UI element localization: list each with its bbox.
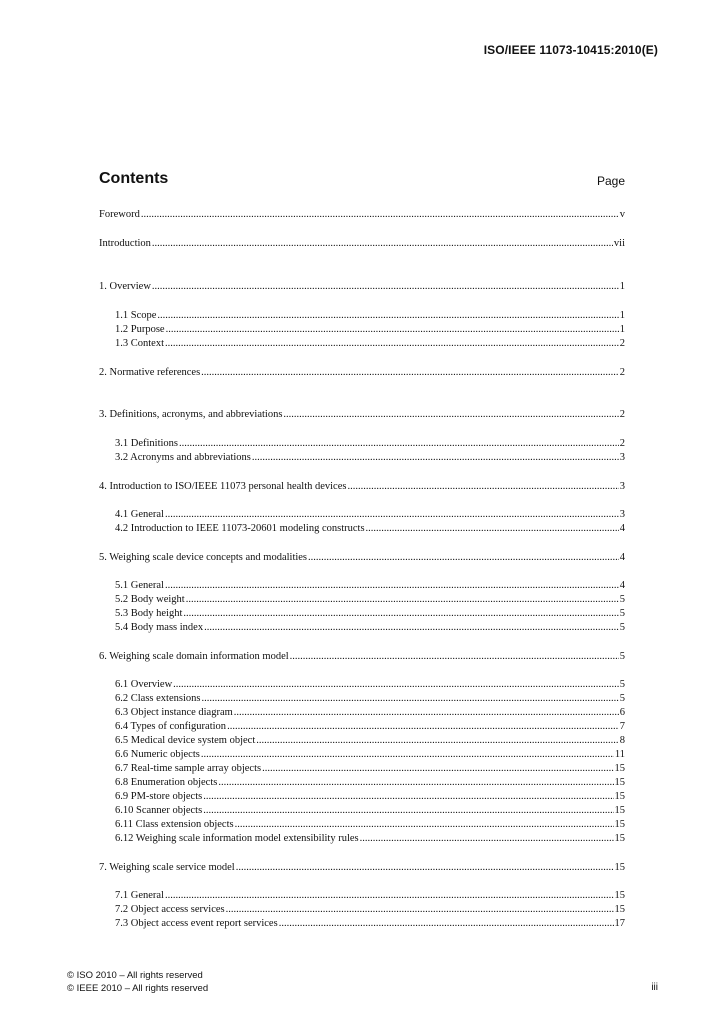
leader-dots [183,607,618,620]
toc-entry-1-3[interactable] [115,337,625,350]
toc-entry-6-5[interactable] [115,734,625,747]
toc-entry-page: 15 [614,763,625,774]
toc-entry-text: 3. Definitions, acronyms, and abbreviations [99,409,283,420]
toc-entry-page: 4 [619,552,625,563]
toc-entry-page: 15 [614,819,625,830]
leader-dots [290,650,619,663]
toc-entry-text: 7. Weighing scale service model [99,862,235,873]
toc-entry-6-10[interactable] [115,804,625,817]
toc-entry-page: 15 [614,862,625,873]
toc-entry-page: 5 [619,679,625,690]
toc-entry-7-1[interactable] [115,889,625,902]
toc-entry-page: 2 [619,438,625,449]
toc-entry-5-3[interactable] [115,607,625,620]
toc-title: Contents [99,170,169,187]
leader-dots [179,437,619,450]
toc-entry-5-2[interactable] [115,593,625,606]
leader-dots [152,237,613,250]
toc-entry-6-9[interactable] [115,790,625,803]
toc-entry-page: 1 [619,324,625,335]
toc-entry-6-12[interactable] [115,832,625,845]
toc-entry-page: 2 [619,367,625,378]
toc-entry-section-7[interactable] [99,861,625,874]
toc-entry-introduction[interactable] [99,237,625,250]
toc-entry-section-2[interactable] [99,366,625,379]
toc-entry-page: vii [613,238,625,249]
copyright-iso: © ISO 2010 – All rights reserved [67,970,203,981]
toc-entry-page: 17 [614,918,625,929]
toc-page-column-label: Page [596,174,625,188]
leader-dots [203,790,613,803]
leader-dots [201,692,618,705]
toc-entry-text: 5.3 Body height [115,608,183,619]
leader-dots [227,720,619,733]
toc-entry-text: 6.12 Weighing scale information model extensibility rules [115,833,359,844]
leader-dots [366,522,619,535]
page-number: iii [651,982,658,993]
toc-entry-text: 6.5 Medical device system object [115,735,256,746]
leader-dots [235,818,614,831]
toc-entry-6-2[interactable] [115,692,625,705]
toc-entry-text: 4. Introduction to ISO/IEEE 11073 personal health devices [99,481,347,492]
toc-entry-text: 5.4 Body mass index [115,622,204,633]
leader-dots [234,706,619,719]
leader-dots [283,408,618,421]
toc-entry-5-1[interactable] [115,579,625,592]
toc-entry-4-2[interactable] [115,522,625,535]
toc-entry-7-3[interactable] [115,917,625,930]
leader-dots [201,366,619,379]
toc-entry-3-2[interactable] [115,451,625,464]
toc-entry-text: 4.1 General [115,509,164,520]
toc-entry-text: Foreword [99,209,140,220]
toc-entry-text: 6.3 Object instance diagram [115,707,233,718]
toc-entry-page: 4 [619,580,625,591]
toc-entry-section-3[interactable] [99,408,625,421]
toc-entry-6-8[interactable] [115,776,625,789]
document-id-header: ISO/IEEE 11073-10415:2010(E) [483,43,658,57]
leader-dots [165,579,619,592]
leader-dots [165,508,619,521]
toc-entry-page: 5 [619,651,625,662]
toc-entry-section-5[interactable] [99,551,625,564]
toc-entry-page: 11 [614,749,625,760]
toc-entry-text: 6. Weighing scale domain information model [99,651,289,662]
toc-entry-text: 7.3 Object access event report services [115,918,278,929]
toc-entry-text: 1.2 Purpose [115,324,165,335]
leader-dots [360,832,614,845]
leader-dots [347,480,618,493]
toc-entry-page: 15 [614,805,625,816]
toc-entry-page: 15 [614,904,625,915]
leader-dots [152,280,619,293]
toc-entry-page: 8 [619,735,625,746]
toc-entry-text: 6.10 Scanner objects [115,805,203,816]
leader-dots [186,593,619,606]
leader-dots [308,551,619,564]
toc-entry-4-1[interactable] [115,508,625,521]
copyright-footer [67,970,208,995]
leader-dots [226,903,614,916]
toc-entry-text: 5. Weighing scale device concepts and modalities [99,552,308,563]
copyright-ieee: © IEEE 2010 – All rights reserved [67,982,209,994]
toc-entry-text: 6.6 Numeric objects [115,749,200,760]
toc-entry-1-1[interactable] [115,309,625,322]
toc-entry-page: 5 [619,622,625,633]
toc-entry-page: 5 [619,608,625,619]
toc-entry-6-6[interactable] [115,748,625,761]
toc-entry-page: 7 [619,721,625,732]
toc-entry-text: 6.2 Class extensions [115,693,201,704]
leader-dots [201,748,614,761]
toc-entry-6-1[interactable] [115,678,625,691]
toc-entry-6-11[interactable] [115,818,625,831]
toc-entry-page: 15 [614,777,625,788]
leader-dots [165,889,614,902]
toc-entry-6-3[interactable] [115,706,625,719]
toc-entry-page: 6 [619,707,625,718]
toc-entry-page: 4 [619,523,625,534]
toc-entry-text: 1. Overview [99,281,151,292]
leader-dots [236,861,614,874]
toc-entry-page: 15 [614,791,625,802]
toc-entry-text: 2. Normative references [99,367,201,378]
toc-entry-text: 6.7 Real-time sample array objects [115,763,262,774]
leader-dots [204,621,619,634]
toc-entry-7-2[interactable] [115,903,625,916]
toc-entry-text: 6.8 Enumeration objects [115,777,218,788]
toc-entry-text: 5.1 General [115,580,164,591]
toc-entry-foreword[interactable] [99,208,625,221]
toc-entry-text: Introduction [99,238,151,249]
leader-dots [218,776,613,789]
toc-entry-3-1[interactable] [115,437,625,450]
toc-entry-6-4[interactable] [115,720,625,733]
toc-entry-page: 3 [619,452,625,463]
toc-entry-text: 6.1 Overview [115,679,173,690]
toc-entry-page: 3 [619,481,625,492]
toc-entry-text: 6.11 Class extension objects [115,819,234,830]
leader-dots [166,323,619,336]
toc-entry-page: 3 [619,509,625,520]
leader-dots [165,337,619,350]
leader-dots [256,734,619,747]
toc-entry-page: 15 [614,833,625,844]
toc-entry-text: 1.1 Scope [115,310,157,321]
toc-entry-page: 5 [619,693,625,704]
toc-heading-row [99,170,625,190]
toc-entry-5-4[interactable] [115,621,625,634]
toc-entry-page: 2 [619,409,625,420]
leader-dots [173,678,619,691]
toc-entry-text: 3.2 Acronyms and abbreviations [115,452,251,463]
toc-entry-text: 6.9 PM-store objects [115,791,203,802]
leader-dots [279,917,614,930]
toc-entry-text: 1.3 Context [115,338,164,349]
leader-dots [141,208,619,221]
toc-entry-section-1[interactable] [99,280,625,293]
toc-entry-page: 15 [614,890,625,901]
toc-entry-text: 4.2 Introduction to IEEE 11073-20601 modeling constructs [115,523,365,534]
toc-entry-page: 5 [619,594,625,605]
toc-entry-1-2[interactable] [115,323,625,336]
toc-entry-page: 2 [619,338,625,349]
toc-entry-text: 7.2 Object access services [115,904,225,915]
toc-entry-text: 6.4 Types of configuration [115,721,227,732]
toc-entry-page: v [619,209,625,220]
toc-entry-text: 3.1 Definitions [115,438,178,449]
leader-dots [252,451,619,464]
leader-dots [262,762,613,775]
toc-entry-page: 1 [619,281,625,292]
toc-entry-6-7[interactable] [115,762,625,775]
toc-entry-section-4[interactable] [99,480,625,493]
toc-entry-section-6[interactable] [99,650,625,663]
toc-entry-page: 1 [619,310,625,321]
leader-dots [157,309,618,322]
toc-entry-text: 7.1 General [115,890,164,901]
leader-dots [203,804,613,817]
toc-entry-text: 5.2 Body weight [115,594,185,605]
